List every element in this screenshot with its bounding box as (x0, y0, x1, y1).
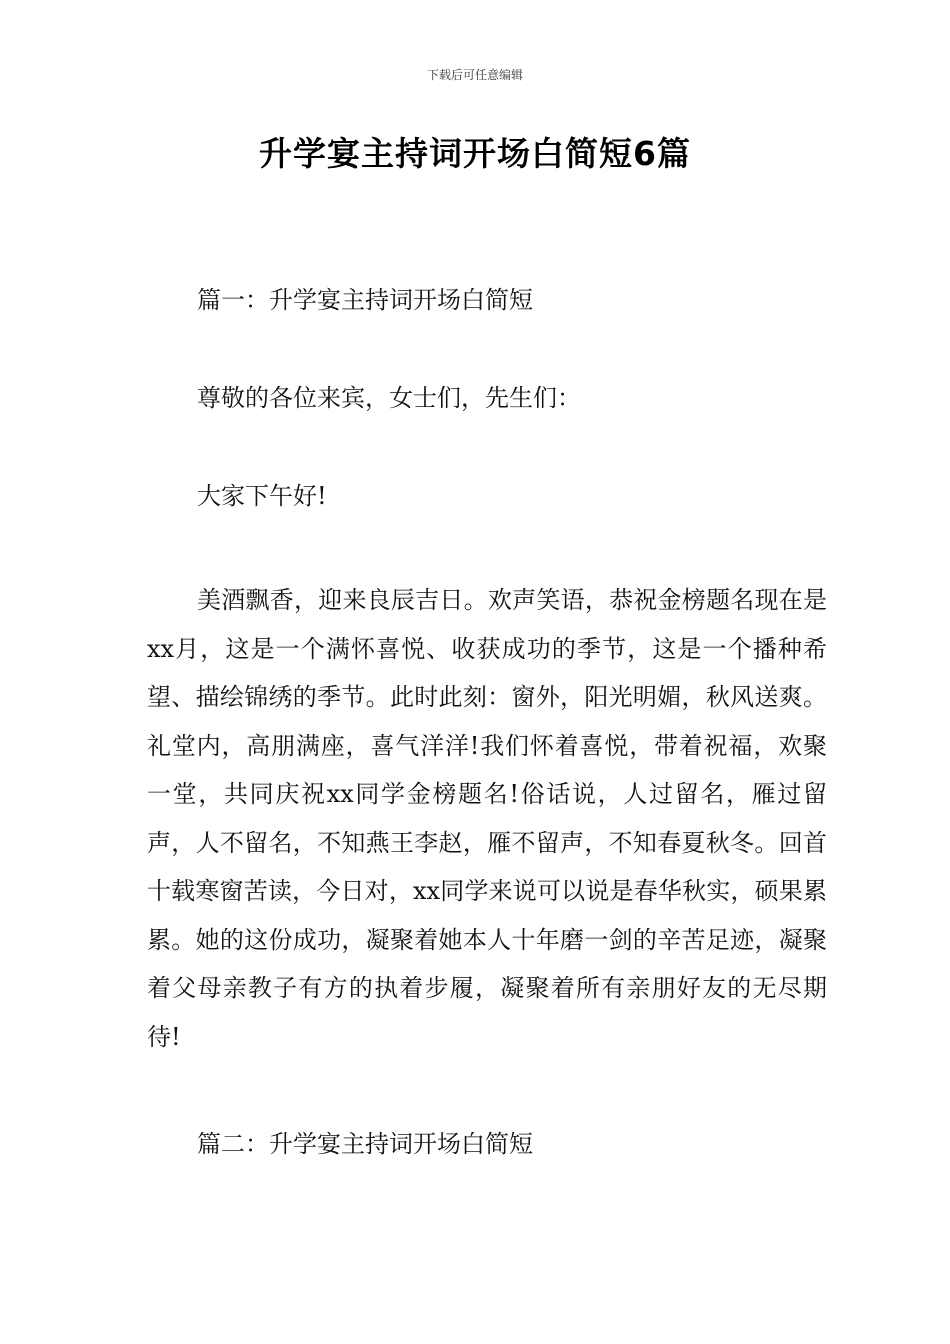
body-paragraph: 美酒飘香，迎来良辰吉日。欢声笑语，恭祝金榜题名现在是xx月，这是一个满怀喜悦、收获成功的季节，这是一个播种希望、描绘锦绣的季节。此时此刻：窗外，阳光明媚，秋风送爽。礼堂内，高朋满座，喜气洋洋!我们怀着喜悦，带着祝福，欢聚一堂，共同庆祝xx同学金榜题名!俗话说，人过留名，雁过留声，人不留名，不知燕王李赵，雁不留声，不知春夏秋冬。回首十载寒窗苦读，今日对，xx同学来说可以说是春华秋实，硕果累累。她的这份成功，凝聚着她本人十年磨一剑的辛苦足迹，凝聚着父母亲教子有方的执着步履，凝聚着所有亲朋好友的无尽期待! (147, 586, 827, 1051)
salutation-paragraph: 尊敬的各位来宾，女士们，先生们： (197, 384, 581, 412)
section-heading: 篇二：升学宴主持词开场白简短 (197, 1130, 533, 1158)
greeting-paragraph: 大家下午好! (197, 482, 327, 510)
section-heading: 篇一：升学宴主持词开场白简短 (197, 286, 533, 314)
header-note: 下载后可任意编辑 (426, 68, 523, 82)
document-title: 升学宴主持词开场白简短6篇 (259, 134, 691, 173)
